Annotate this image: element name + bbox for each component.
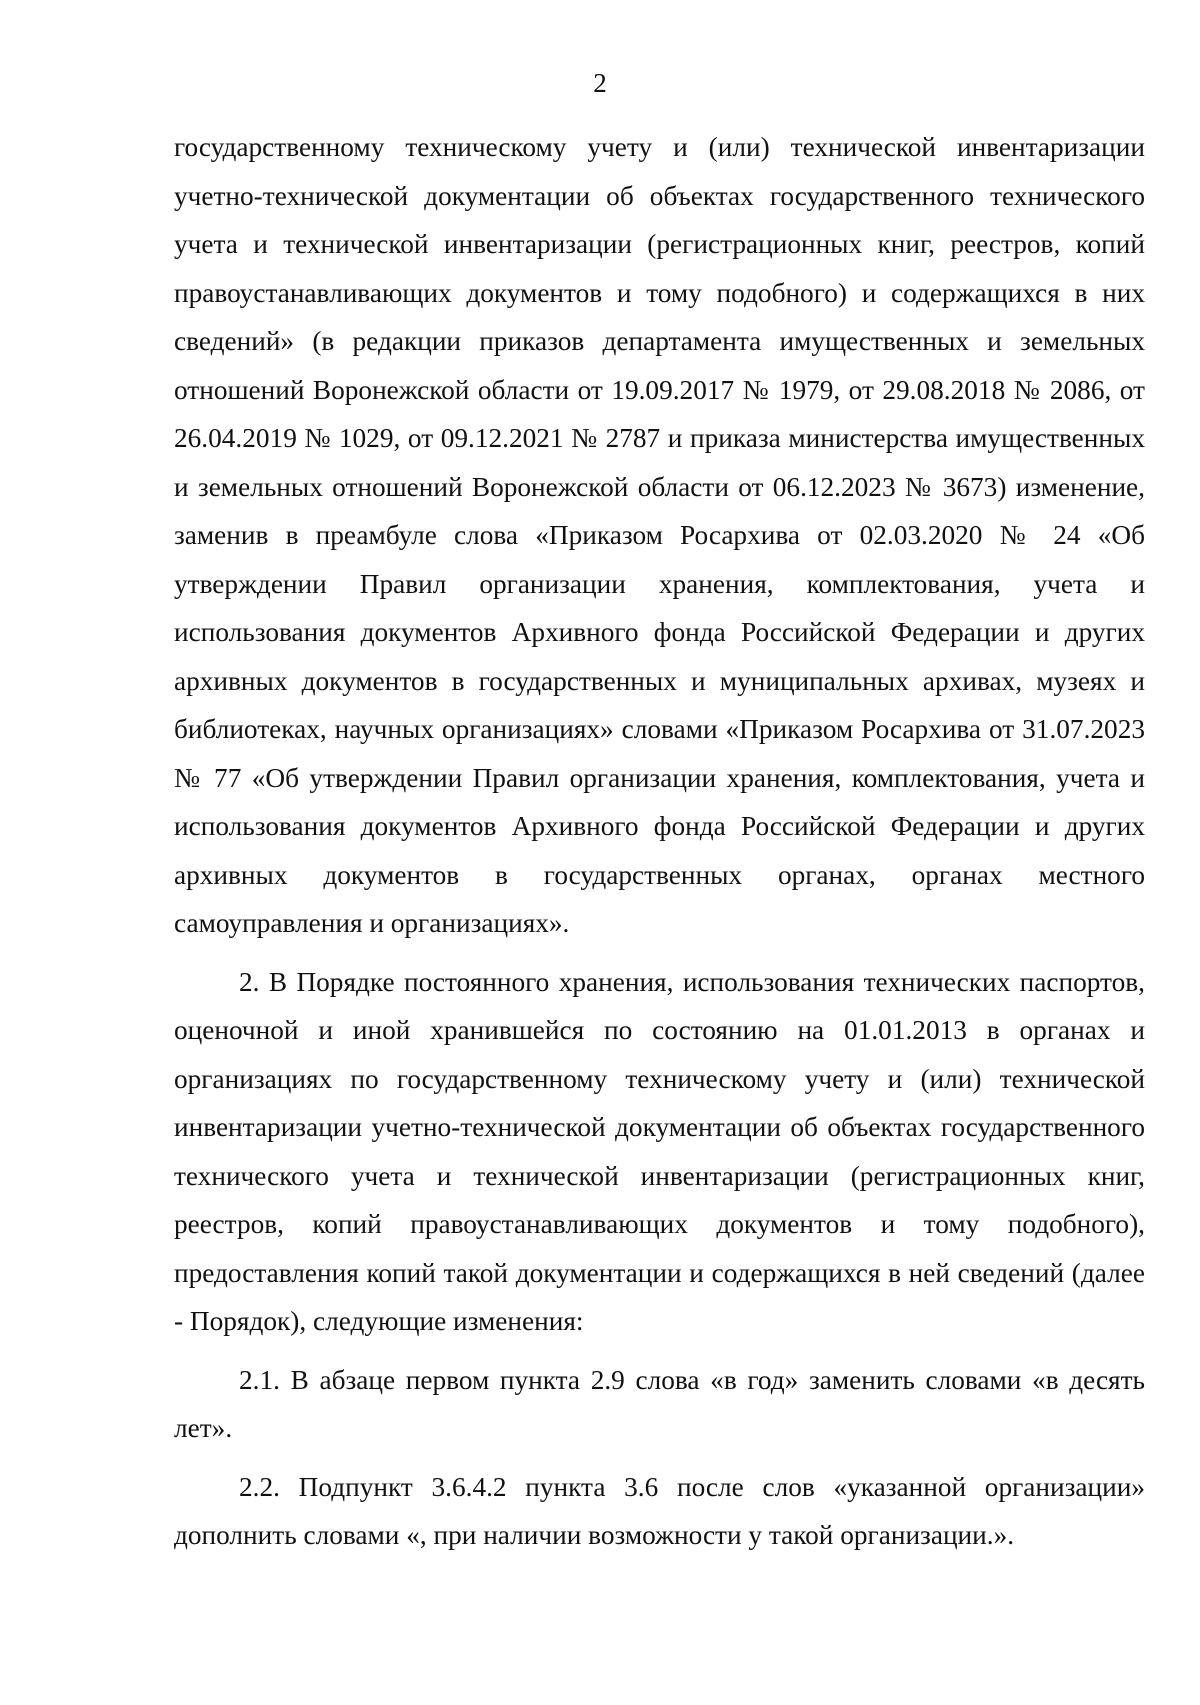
paragraph-item-2: 2. В Порядке постоянного хранения, использования технических паспортов, оценочной и иной хранившейся по состоянию на 01.01.2013 в органах и организациях по государственному техническому учету и (или) технической инвентаризации учетно-технической документации об объектах государственного технического учета и технической инвентаризации (регистрационных книг, реестров, копий правоустанавливающих документов и тому подобного), предоставления копий такой документации и содержащихся в ней сведений (далее - Порядок), следующие изменения: — [174, 966, 1145, 1336]
paragraph-item-2-1: 2.1. В абзаце первом пункта 2.9 слова «в год» заменить словами «в десять лет». — [174, 1364, 1145, 1443]
paragraph-continuation: государственному техническому учету и (или) технической инвентаризации учетно-технической документации об объектах государственного технического учета и технической инвентаризации (регистрационных книг, реестров, копий правоустанавливающих документов и тому подобного) и содержащихся в них сведений» (в редакции приказов департамента имущественных и земельных отношений Воронежской области от 19.09.2017 № 1979, от 29.08.2018 № 2086, от 26.04.2019 № 1029, от 09.12.2021 № 2787 и приказа министерства имущественных и земельных отношений Воронежской области от 06.12.2023 № 3673) изменение, заменив в преамбуле слова «Приказом Росархива от 02.03.2020 № 24 «Об утверждении Правил организации хранения, комплектования, учета и использования документов Архивного фонда Российской Федерации и других архивных документов в государственных и муниципальных архивах, музеях и библиотеках, научных организациях» словами «Приказом Росархива от 31.07.2023 № 77 «Об утверждении Правил организации хранения, комплектования, учета и использования документов Архивного фонда Российской Федерации и других архивных документов в государственных органах, органах местного самоуправления и организациях». — [174, 132, 1145, 938]
paragraph-item-2-2: 2.2. Подпункт 3.6.4.2 пункта 3.6 после слов «указанной организации» дополнить словами «, при наличии возможности у такой организации.». — [174, 1471, 1145, 1550]
page-number: 2 — [593, 68, 607, 98]
document-body — [174, 123, 1145, 1560]
